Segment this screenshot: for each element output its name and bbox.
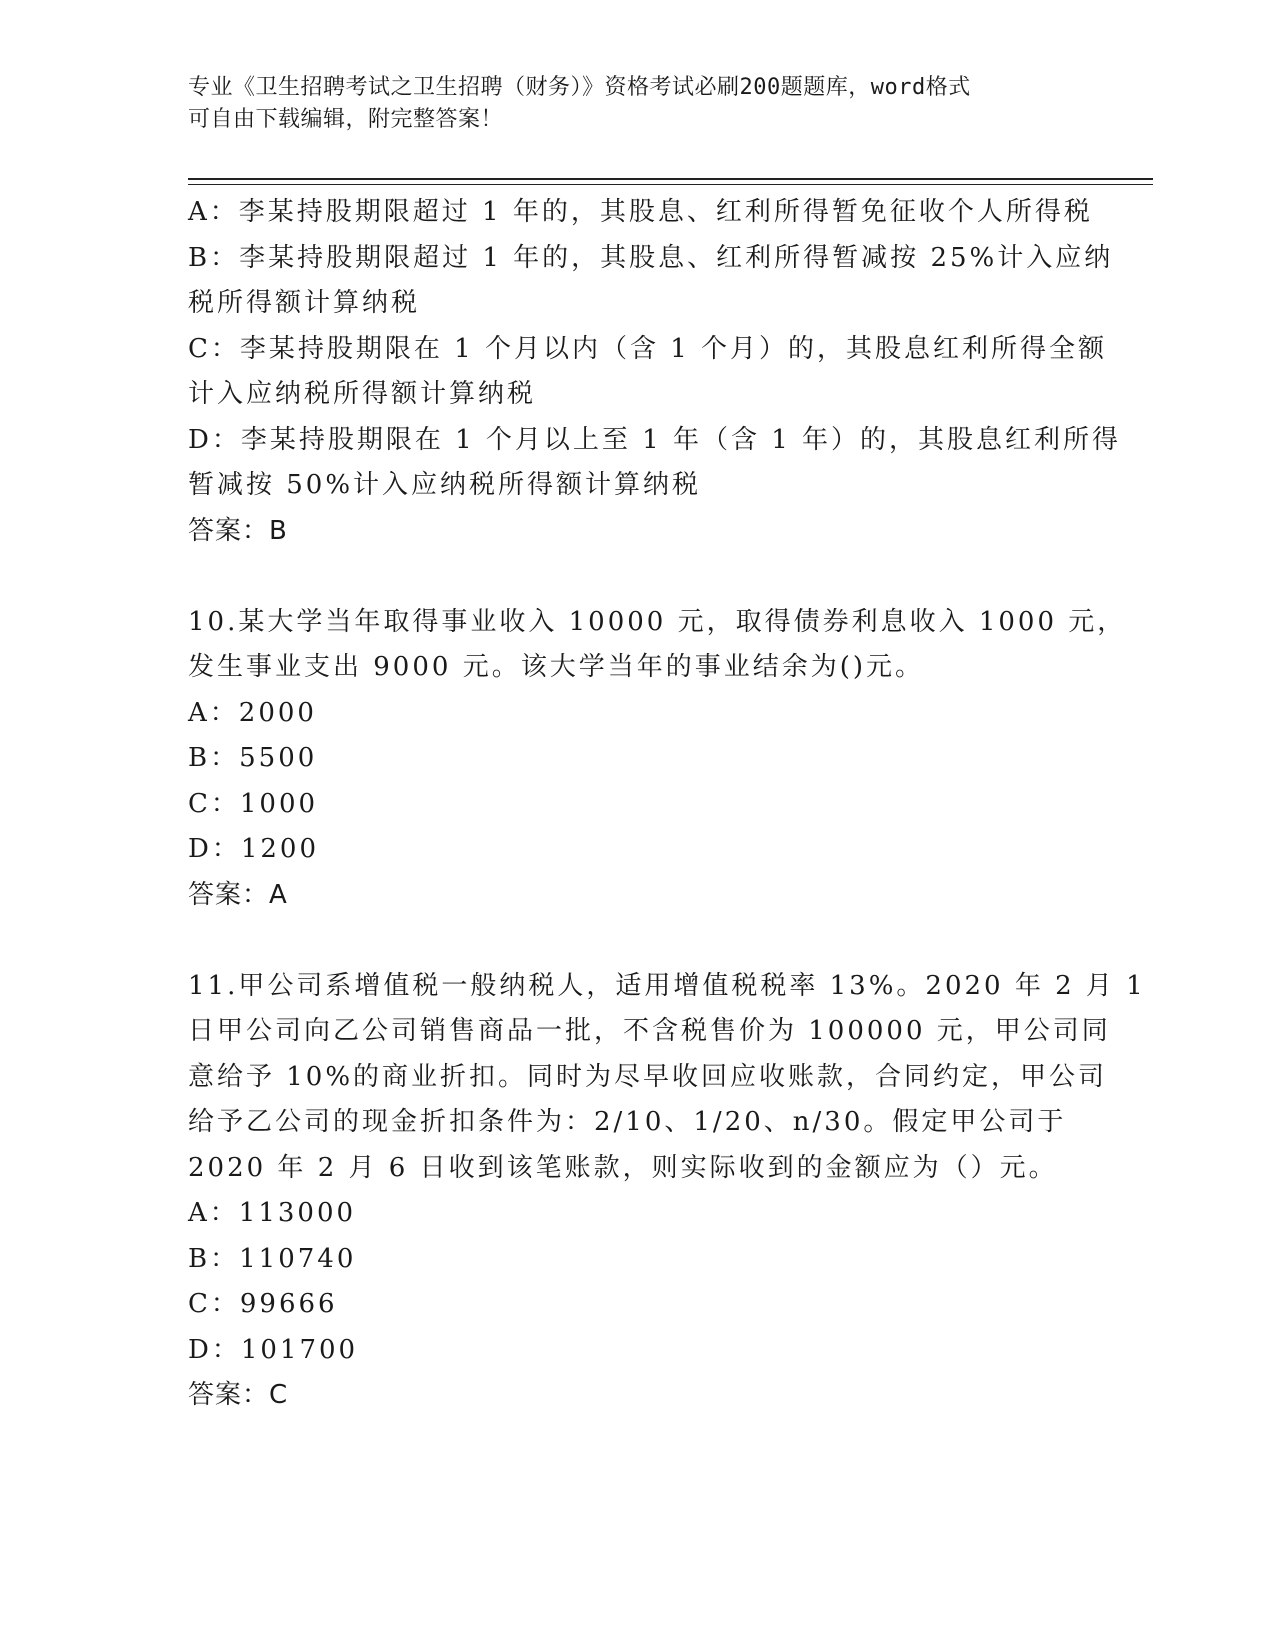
question-stem: 10.某大学当年取得事业收入 10000 元，取得债券利息收入 1000 元， — [188, 606, 1127, 637]
option-c: C：李某持股期限在 1 个月以内（含 1 个月）的，其股息红利所得全额 — [188, 333, 1108, 364]
question-11 — [188, 964, 1146, 1419]
option-c: C：1000 — [188, 788, 319, 819]
answer-label: 答案：B — [188, 515, 288, 546]
answer-label: 答案：C — [188, 1380, 289, 1410]
option-b: B：110740 — [188, 1243, 357, 1274]
question-stem: 11.甲公司系增值税一般纳税人，适用增值税税率 13%。2020 年 2 月 1 — [188, 970, 1146, 1001]
question-stem-cont: 给予乙公司的现金折扣条件为：2/10、1/20、n/30。假定甲公司于 — [188, 1107, 1067, 1137]
spacer — [188, 918, 1088, 964]
option-c-cont: 计入应纳税所得额计算纳税 — [188, 379, 537, 409]
question-content — [188, 190, 1146, 1419]
option-b: B：李某持股期限超过 1 年的，其股息、红利所得暂减按 25%计入应纳 — [188, 242, 1114, 273]
question-stem-cont: 日甲公司向乙公司销售商品一批，不含税售价为 100000 元，甲公司同 — [188, 1016, 1111, 1046]
header-divider-thin — [188, 184, 1153, 185]
question-stem-cont: 意给予 10%的商业折扣。同时为尽早收回应收账款，合同约定，甲公司 — [188, 1061, 1108, 1092]
answer-label: 答案：A — [188, 879, 288, 910]
option-a: A：113000 — [188, 1198, 357, 1228]
option-a: A：李某持股期限超过 1 年的，其股息、红利所得暂免征收个人所得税 — [188, 197, 1093, 227]
option-c: C：99666 — [188, 1289, 338, 1319]
option-d-cont: 暂减按 50%计入应纳税所得额计算纳税 — [188, 470, 702, 500]
spacer — [188, 554, 1088, 600]
header-line-2: 可自由下载编辑，附完整答案！ — [188, 107, 504, 132]
option-b: B：5500 — [188, 743, 318, 773]
question-10 — [188, 600, 1127, 919]
question-stem-cont: 发生事业支出 9000 元。该大学当年的事业结余为()元。 — [188, 652, 924, 682]
question-stem-cont: 2020 年 2 月 6 日收到该笔账款，则实际收到的金额应为（）元。 — [188, 1152, 1058, 1183]
header-line-1: 专业《卫生招聘考试之卫生招聘（财务）》资格考试必刷200题题库，word格式 — [188, 75, 971, 100]
question-9-options — [188, 190, 1122, 554]
document-header — [188, 72, 1068, 136]
option-d: D：101700 — [188, 1334, 359, 1365]
option-a: A：2000 — [188, 697, 317, 728]
option-b-cont: 税所得额计算纳税 — [188, 288, 421, 318]
option-d: D：1200 — [188, 834, 320, 864]
header-divider-thick — [188, 178, 1153, 180]
option-d: D：李某持股期限在 1 个月以上至 1 年（含 1 年）的，其股息红利所得 — [188, 424, 1122, 455]
